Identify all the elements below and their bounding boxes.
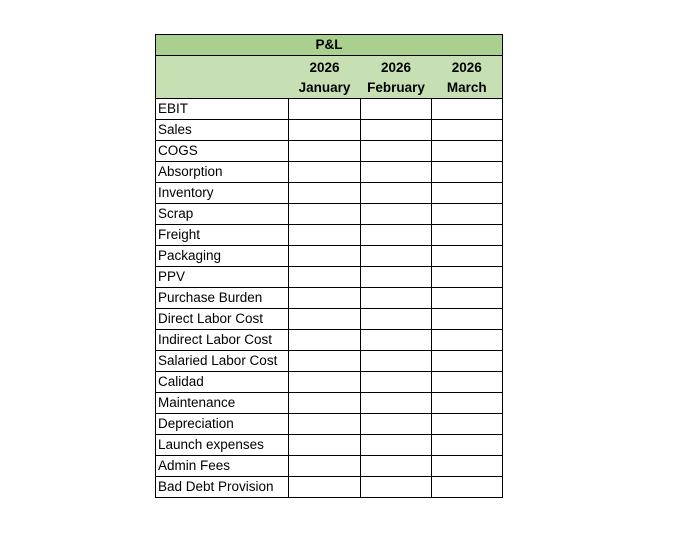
table-row: [156, 162, 503, 183]
value-cell[interactable]: [289, 435, 361, 456]
row-label-cell[interactable]: Depreciation: [156, 414, 289, 435]
value-cell[interactable]: [289, 204, 361, 225]
value-cell[interactable]: [361, 183, 432, 204]
value-cell[interactable]: [361, 456, 432, 477]
month-header-cell[interactable]: January: [289, 78, 361, 99]
value-cell[interactable]: [361, 99, 432, 120]
value-cell[interactable]: [289, 456, 361, 477]
month-header-cell[interactable]: March: [432, 78, 503, 99]
value-cell[interactable]: [432, 267, 503, 288]
value-cell[interactable]: [289, 309, 361, 330]
row-label-cell[interactable]: Maintenance: [156, 393, 289, 414]
value-cell[interactable]: [432, 372, 503, 393]
row-label-cell[interactable]: Direct Labor Cost: [156, 309, 289, 330]
row-label-cell[interactable]: Freight: [156, 225, 289, 246]
table-row: [156, 183, 503, 204]
row-label-cell[interactable]: Packaging: [156, 246, 289, 267]
value-cell[interactable]: [361, 246, 432, 267]
value-cell[interactable]: [361, 288, 432, 309]
value-cell[interactable]: [432, 225, 503, 246]
value-cell[interactable]: [432, 309, 503, 330]
table-row: [156, 99, 503, 120]
table-row: [156, 141, 503, 162]
row-label-cell[interactable]: Bad Debt Provision: [156, 477, 289, 498]
value-cell[interactable]: [361, 267, 432, 288]
month-header-cell[interactable]: February: [361, 78, 432, 99]
year-header-cell[interactable]: 2026: [432, 56, 503, 78]
value-cell[interactable]: [289, 372, 361, 393]
value-cell[interactable]: [289, 225, 361, 246]
row-label-cell[interactable]: Calidad: [156, 372, 289, 393]
table-row: [156, 120, 503, 141]
row-label-cell[interactable]: Indirect Labor Cost: [156, 330, 289, 351]
title-row: [156, 35, 503, 56]
header-blank-cell[interactable]: [156, 56, 289, 78]
table-row: [156, 309, 503, 330]
value-cell[interactable]: [432, 414, 503, 435]
value-cell[interactable]: [289, 162, 361, 183]
value-cell[interactable]: [432, 204, 503, 225]
pl-title-cell[interactable]: P&L: [156, 35, 503, 56]
value-cell[interactable]: [361, 435, 432, 456]
value-cell[interactable]: [432, 141, 503, 162]
year-header-cell[interactable]: 2026: [361, 56, 432, 78]
table-row: [156, 225, 503, 246]
value-cell[interactable]: [432, 99, 503, 120]
value-cell[interactable]: [289, 330, 361, 351]
value-cell[interactable]: [361, 477, 432, 498]
value-cell[interactable]: [432, 288, 503, 309]
value-cell[interactable]: [432, 183, 503, 204]
table-row: [156, 330, 503, 351]
value-cell[interactable]: [289, 120, 361, 141]
row-label-cell[interactable]: Salaried Labor Cost: [156, 351, 289, 372]
year-header-cell[interactable]: 2026: [289, 56, 361, 78]
pl-table-body: [156, 35, 503, 498]
row-label-cell[interactable]: Launch expenses: [156, 435, 289, 456]
table-row: [156, 204, 503, 225]
row-label-cell[interactable]: Inventory: [156, 183, 289, 204]
value-cell[interactable]: [432, 351, 503, 372]
month-header-row: [156, 78, 503, 99]
table-row: [156, 477, 503, 498]
table-row: [156, 246, 503, 267]
row-label-cell[interactable]: COGS: [156, 141, 289, 162]
value-cell[interactable]: [432, 456, 503, 477]
value-cell[interactable]: [361, 393, 432, 414]
row-label-cell[interactable]: EBIT: [156, 99, 289, 120]
pl-table: [155, 34, 503, 498]
value-cell[interactable]: [361, 309, 432, 330]
value-cell[interactable]: [289, 477, 361, 498]
value-cell[interactable]: [432, 477, 503, 498]
value-cell[interactable]: [361, 372, 432, 393]
value-cell[interactable]: [361, 225, 432, 246]
table-row: [156, 351, 503, 372]
year-header-row: [156, 56, 503, 78]
value-cell[interactable]: [432, 435, 503, 456]
table-row: [156, 456, 503, 477]
table-row: [156, 372, 503, 393]
value-cell[interactable]: [361, 330, 432, 351]
value-cell[interactable]: [432, 393, 503, 414]
row-label-cell[interactable]: Purchase Burden: [156, 288, 289, 309]
value-cell[interactable]: [361, 141, 432, 162]
value-cell[interactable]: [361, 204, 432, 225]
row-label-cell[interactable]: Scrap: [156, 204, 289, 225]
value-cell[interactable]: [289, 246, 361, 267]
value-cell[interactable]: [432, 162, 503, 183]
value-cell[interactable]: [289, 288, 361, 309]
value-cell[interactable]: [432, 120, 503, 141]
value-cell[interactable]: [361, 162, 432, 183]
value-cell[interactable]: [289, 141, 361, 162]
value-cell[interactable]: [289, 183, 361, 204]
row-label-cell[interactable]: Absorption: [156, 162, 289, 183]
value-cell[interactable]: [361, 120, 432, 141]
table-row: [156, 414, 503, 435]
value-cell[interactable]: [289, 99, 361, 120]
value-cell[interactable]: [361, 414, 432, 435]
table-row: [156, 393, 503, 414]
value-cell[interactable]: [432, 330, 503, 351]
header-blank-cell[interactable]: [156, 78, 289, 99]
value-cell[interactable]: [432, 246, 503, 267]
value-cell[interactable]: [361, 351, 432, 372]
value-cell[interactable]: [289, 393, 361, 414]
row-label-cell[interactable]: PPV: [156, 267, 289, 288]
row-label-cell[interactable]: Admin Fees: [156, 456, 289, 477]
table-row: [156, 435, 503, 456]
value-cell[interactable]: [289, 414, 361, 435]
value-cell[interactable]: [289, 351, 361, 372]
value-cell[interactable]: [289, 267, 361, 288]
table-row: [156, 288, 503, 309]
row-label-cell[interactable]: Sales: [156, 120, 289, 141]
table-row: [156, 267, 503, 288]
